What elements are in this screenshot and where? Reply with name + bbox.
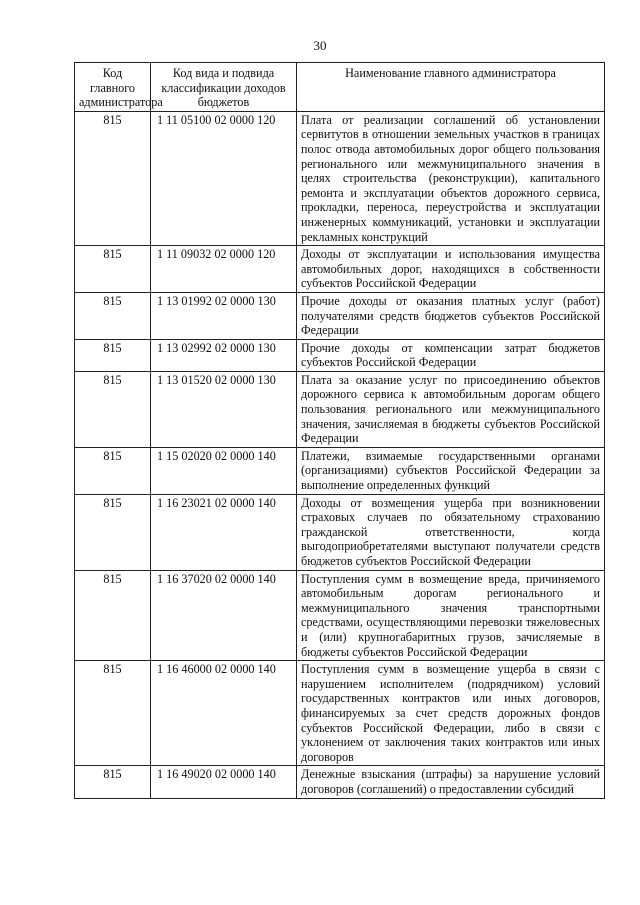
income-code-cell: 1 15 02020 02 0000 140 — [151, 447, 297, 494]
admin-code-cell: 815 — [75, 661, 151, 766]
income-code-cell: 1 13 01520 02 0000 130 — [151, 371, 297, 447]
table-row — [75, 246, 605, 293]
admin-code-cell: 815 — [75, 246, 151, 293]
admin-name-cell: Плата от реализации соглашений об установлении сервитутов в отношении земельных участков в границах полос отвода автомобильных дорог общего пользования регионального или межмуниципального значения в целях строительства (реконструкции), капитального ремонта и эксплуатации объектов дорожного сервиса, прокладки, переноса, переустройства и эксплуатации инженерных коммуникаций, установки и эксплуатации рекламных конструкций — [297, 111, 605, 245]
table-row — [75, 570, 605, 661]
income-classification-table — [74, 62, 605, 799]
admin-name-cell: Прочие доходы от оказания платных услуг (работ) получателями средств бюджетов субъектов Российской Федерации — [297, 292, 605, 339]
table-row — [75, 111, 605, 245]
admin-code-cell: 815 — [75, 570, 151, 661]
header-admin-code: Код главного администратора — [75, 63, 151, 112]
table-row — [75, 292, 605, 339]
admin-name-cell: Прочие доходы от компенсации затрат бюджетов субъектов Российской Федерации — [297, 339, 605, 371]
admin-code-cell: 815 — [75, 292, 151, 339]
income-code-cell: 1 13 01992 02 0000 130 — [151, 292, 297, 339]
admin-code-cell: 815 — [75, 339, 151, 371]
admin-name-cell: Платежи, взимаемые государственными органами (организациями) субъектов Российской Федерации за выполнение определенных функций — [297, 447, 605, 494]
table-row — [75, 447, 605, 494]
table-row — [75, 661, 605, 766]
page-number: 30 — [313, 38, 327, 53]
income-code-cell: 1 16 49020 02 0000 140 — [151, 766, 297, 798]
income-code-cell: 1 11 05100 02 0000 120 — [151, 111, 297, 245]
income-code-cell: 1 13 02992 02 0000 130 — [151, 339, 297, 371]
table-row — [75, 371, 605, 447]
admin-name-cell: Поступления сумм в возмещение вреда, причиняемого автомобильным дорогам регионального и межмуниципального значения транспортными средствами, осуществляющими перевозки тяжеловесных и (или) крупногабаритных грузов, зачисляемые в бюджеты субъектов Российской Федерации — [297, 570, 605, 661]
table-row — [75, 494, 605, 570]
header-income-code: Код вида и подвида классификации доходов бюджетов — [151, 63, 297, 112]
admin-code-cell: 815 — [75, 447, 151, 494]
header-admin-name: Наименование главного администратора — [297, 63, 605, 112]
table-header-row — [75, 63, 605, 112]
table-row — [75, 766, 605, 798]
table-row — [75, 339, 605, 371]
admin-code-cell: 815 — [75, 371, 151, 447]
income-code-cell: 1 16 23021 02 0000 140 — [151, 494, 297, 570]
admin-name-cell: Поступления сумм в возмещение ущерба в связи с нарушением исполнителем (подрядчиком) условий государственных контрактов или иных договоров, финансируемых за счет средств дорожных фондов субъектов Российской Федерации, либо в связи с уклонением от заключения таких контрактов или иных договоров — [297, 661, 605, 766]
income-code-cell: 1 11 09032 02 0000 120 — [151, 246, 297, 293]
admin-name-cell: Денежные взыскания (штрафы) за нарушение условий договоров (соглашений) о предоставлении субсидий — [297, 766, 605, 798]
admin-code-cell: 815 — [75, 494, 151, 570]
admin-code-cell: 815 — [75, 111, 151, 245]
admin-name-cell: Доходы от возмещения ущерба при возникновении страховых случаев по обязательному страхованию гражданской ответственности, когда выгодоприобретателями выступают получатели средств бюджетов субъектов Российской Федерации — [297, 494, 605, 570]
admin-name-cell: Доходы от эксплуатации и использования имущества автомобильных дорог, находящихся в собственности субъектов Российской Федерации — [297, 246, 605, 293]
income-code-cell: 1 16 46000 02 0000 140 — [151, 661, 297, 766]
admin-name-cell: Плата за оказание услуг по присоединению объектов дорожного сервиса к автомобильным дорогам общего пользования регионального или межмуниципального значения, зачисляемая в бюджеты субъектов Российской Федерации — [297, 371, 605, 447]
income-code-cell: 1 16 37020 02 0000 140 — [151, 570, 297, 661]
admin-code-cell: 815 — [75, 766, 151, 798]
